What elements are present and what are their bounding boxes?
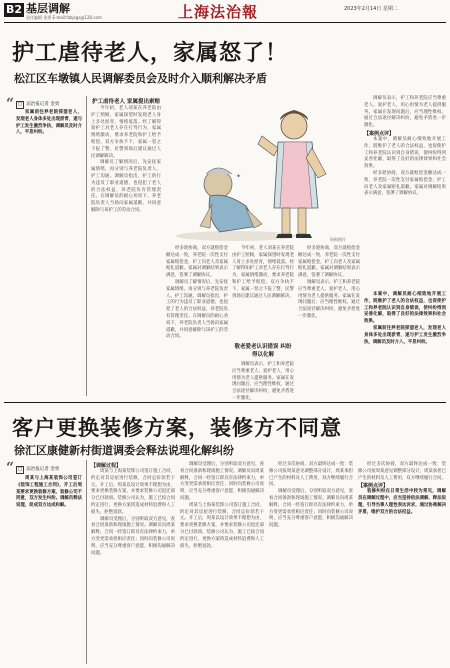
story2-section-label: 【调解过程】 [91, 463, 122, 469]
section-title: 基层调解 [26, 2, 70, 15]
header-rule [4, 22, 446, 23]
story1-column-3: 今年初，老人刘某在养老院由护工照顾，家属探望时发现老人身上多处淤青，情绪低落。经了解得知护工对老人存在打骂行为，家属情绪激动，要求养老院和护工给予赔偿。双方争执不下，家属一怒之下报了警，民警到场后建议通过人民调解解决。 [232, 246, 294, 299]
story1-lead: 家属前往养老院探望老人，发现老人身体多处出现淤青，遂与护工发生激烈争执，调解员及时介入，平息纠纷。 [16, 110, 82, 136]
story2-byline: □ 法治报记者 金勇 [18, 467, 60, 472]
column-divider [86, 460, 87, 664]
editor-line: 责任编辑 金勇 E-mail:fzbjcgs@126.com [26, 15, 102, 20]
column-divider [86, 96, 87, 396]
story1-illustration [166, 96, 356, 244]
story1-column-3b: 调解员表示，护工和养老院应当尊重老人、爱护老人，用心用情为老人提供服务。家属在发现问题后，应当理性维权，通过合法途径解决纠纷，避免矛盾进一步激化。 [232, 362, 294, 401]
story2-headline: 客户更换装修方案，装修方不同意 [12, 416, 342, 440]
story1-column-1: 护工虐待老人 家属提出索赔 今年初，老人刘某在养老院由护工照顾，家属探望时发现老人身上多处淤青，情绪低落。经了解得知护工对老人存在打骂行为，家属情绪激动，要求养老院和护工给予赔偿。双方争执不下，家属一怒之下报了警，民警到场后建议通过人民调解解决。 调解员了解情况后，先安抚家属情绪，再分别与养老院负责人、护工沟通。调解员指出，护工的行为违反了职业道德，也侵犯了老人的合法权益，养老院负有管理责任。在调解员的耐心劝说下，养老院负责人当场向家属道歉，并同意解除与该护工的劳动合同。 [91, 99, 161, 213]
story1-column-5b: 本案中，调解员耐心细致地开展工作，既维护了老人的合法权益，也促使护工和养老院认识到自身错误，使纠纷得到妥善化解，取得了良好的法律效果和社会效果。 家属前往养老院探望老人，发现老人身体多处出现淤青，遂与护工发生激烈争执，调解员及时介入，平息纠纷。 [364, 292, 446, 345]
story1-column-5: 调解员表示，护工和养老院应当尊重老人、爱护老人，用心用情为老人提供服务。家属在发现问题后，应当理性维权，通过合法途径解决纠纷，避免矛盾进一步激化。 【案例点评】 本案中，调解员耐心细致地开展工作，既维护了老人的合法权益，也促使护工和养老院认识到自身错误，使纠纷得到妥善化解，取得了良好的法律效果和社会效果。 经多轮协商，双方就赔偿金额达成一致，养老院一次性支付家属赔偿金，护工向老人及家属赔礼道歉。家属对调解结果表示满意，签署了调解协议。 [364, 96, 446, 197]
masthead-logo: 上海法治報 [178, 3, 259, 21]
story2-lead: 周某与上海某装饰公司签订《装饰工程施工合同》，开工后周某要求更换装修方案，装修公司不同意，双方发生纠纷。调解员释法说理，促成双方达成和解。 [16, 476, 82, 509]
story1-subhead-a: 护工虐待老人 家属提出索赔 [92, 99, 160, 105]
page-number: B2 [6, 3, 23, 16]
story1-subheadline: 松江区车墩镇人民调解委员会及时介入顺利解决矛盾 [14, 72, 267, 85]
story2-subheadline: 徐汇区康健新村街道调委会释法说理化解纠纷 [14, 444, 234, 457]
issue-date: 2023年2月14日 星期二 [344, 6, 398, 12]
story-divider [4, 402, 446, 403]
story1-column-4: 经多轮协商，双方就赔偿金额达成一致，养老院一次性支付家属赔偿金，护工向老人及家属赔礼道歉。家属对调解结果表示满意，签署了调解协议。 调解员表示，护工和养老院应当尊重老人、爱护老人，用心用情为老人提供服务。家属在发现问题后，应当理性维权，通过合法途径解决纠纷，避免矛盾进一步激化。 [298, 246, 360, 319]
svg-text:✦: ✦ [236, 173, 242, 180]
quote-mark-icon: “ [6, 460, 15, 476]
story1-subhead-b: 敬老爱老认识错误 纠纷得以化解 [234, 344, 292, 358]
image-caption: 资料图片 [330, 237, 346, 242]
caregiver-abuse-illustration [166, 96, 356, 244]
story2-column-3: 经过多次协商，双方最终达成一致：装修公司按周某意见调整部分设计，周某承担已产生的材料及人工费用，双方继续履行合同。 调解员受理后，分别听取双方意见，查看合同条款和现场施工情况。调解员向周某解释，合同一经签订即具有法律约束力，单方变更需承担相应责任；同时向装修公司说明，应当充分尊重客户意愿，积极沟通解决问题。 [269, 462, 353, 529]
page-header [0, 0, 450, 22]
story1-column-2: 经多轮协商，双方就赔偿金额达成一致，养老院一次性支付家属赔偿金，护工向老人及家属赔礼道歉。家属对调解结果表示满意，签署了调解协议。 调解员了解情况后，先安抚家属情绪，再分别与养老院负责人、护工沟通。调解员指出，护工的行为违反了职业道德，也侵犯了老人的合法权益，养老院负有管理责任。在调解员的耐心劝说下，养老院负责人当场向家属道歉，并同意解除与该护工的劳动合同。 [166, 246, 228, 340]
story1-byline: □ 法治报记者 金勇 [18, 102, 60, 107]
quote-mark-icon: “ [6, 96, 15, 112]
story2-column-1: 【调解过程】 周某与上海某装饰公司签订施工合同，约定对其房屋进行装修，合同总价款若干元。开工后，周某以设计效果不理想为由，要求更换装修方案，并要求装修公司退还部分已付款项。装修公司认为，施工已按合同约定进行，更换方案将造成材料浪费和人工损失，拒绝退款。 调解员受理后，分别听取双方意见，查看合同条款和现场施工情况。调解员向周某解释，合同一经签订即具有法律约束力，单方变更需承担相应责任；同时向装修公司说明，应当充分尊重客户意愿，积极沟通解决问题。 [91, 463, 175, 556]
story2-comment-label: 【案例点评】 [358, 483, 389, 490]
story2-column-2: 调解员受理后，分别听取双方意见，查看合同条款和现场施工情况。调解员向周某解释，合同一经签订即具有法律约束力，单方变更需承担相应责任；同时向装修公司说明，应当充分尊重客户意愿，积极沟通解决问题。 周某与上海某装饰公司签订施工合同，约定对其房屋进行装修，合同总价款若干元。开工后，周某以设计效果不理想为由，要求更换装修方案，并要求装修公司退还部分已付款项。装修公司认为，施工已按合同约定进行，更换方案将造成材料浪费和人工损失，拒绝退款。 [180, 462, 264, 549]
story1-headline: 护工虐待老人，家属怒了！ [12, 41, 289, 66]
story2-column-4: 经过多次协商，双方最终达成一致：装修公司按周某意见调整部分设计，周某承担已产生的材料及人工费用，双方继续履行合同。 【案例点评】 装修纠纷在日常生活中较为常见，调解员在调解过程中，应当坚持依法调解、释法说理，引导当事人理性表达诉求，通过协商解决矛盾，维护双方的合法权益。 [358, 462, 446, 515]
story1-comment-label: 【案例点评】 [364, 130, 395, 137]
